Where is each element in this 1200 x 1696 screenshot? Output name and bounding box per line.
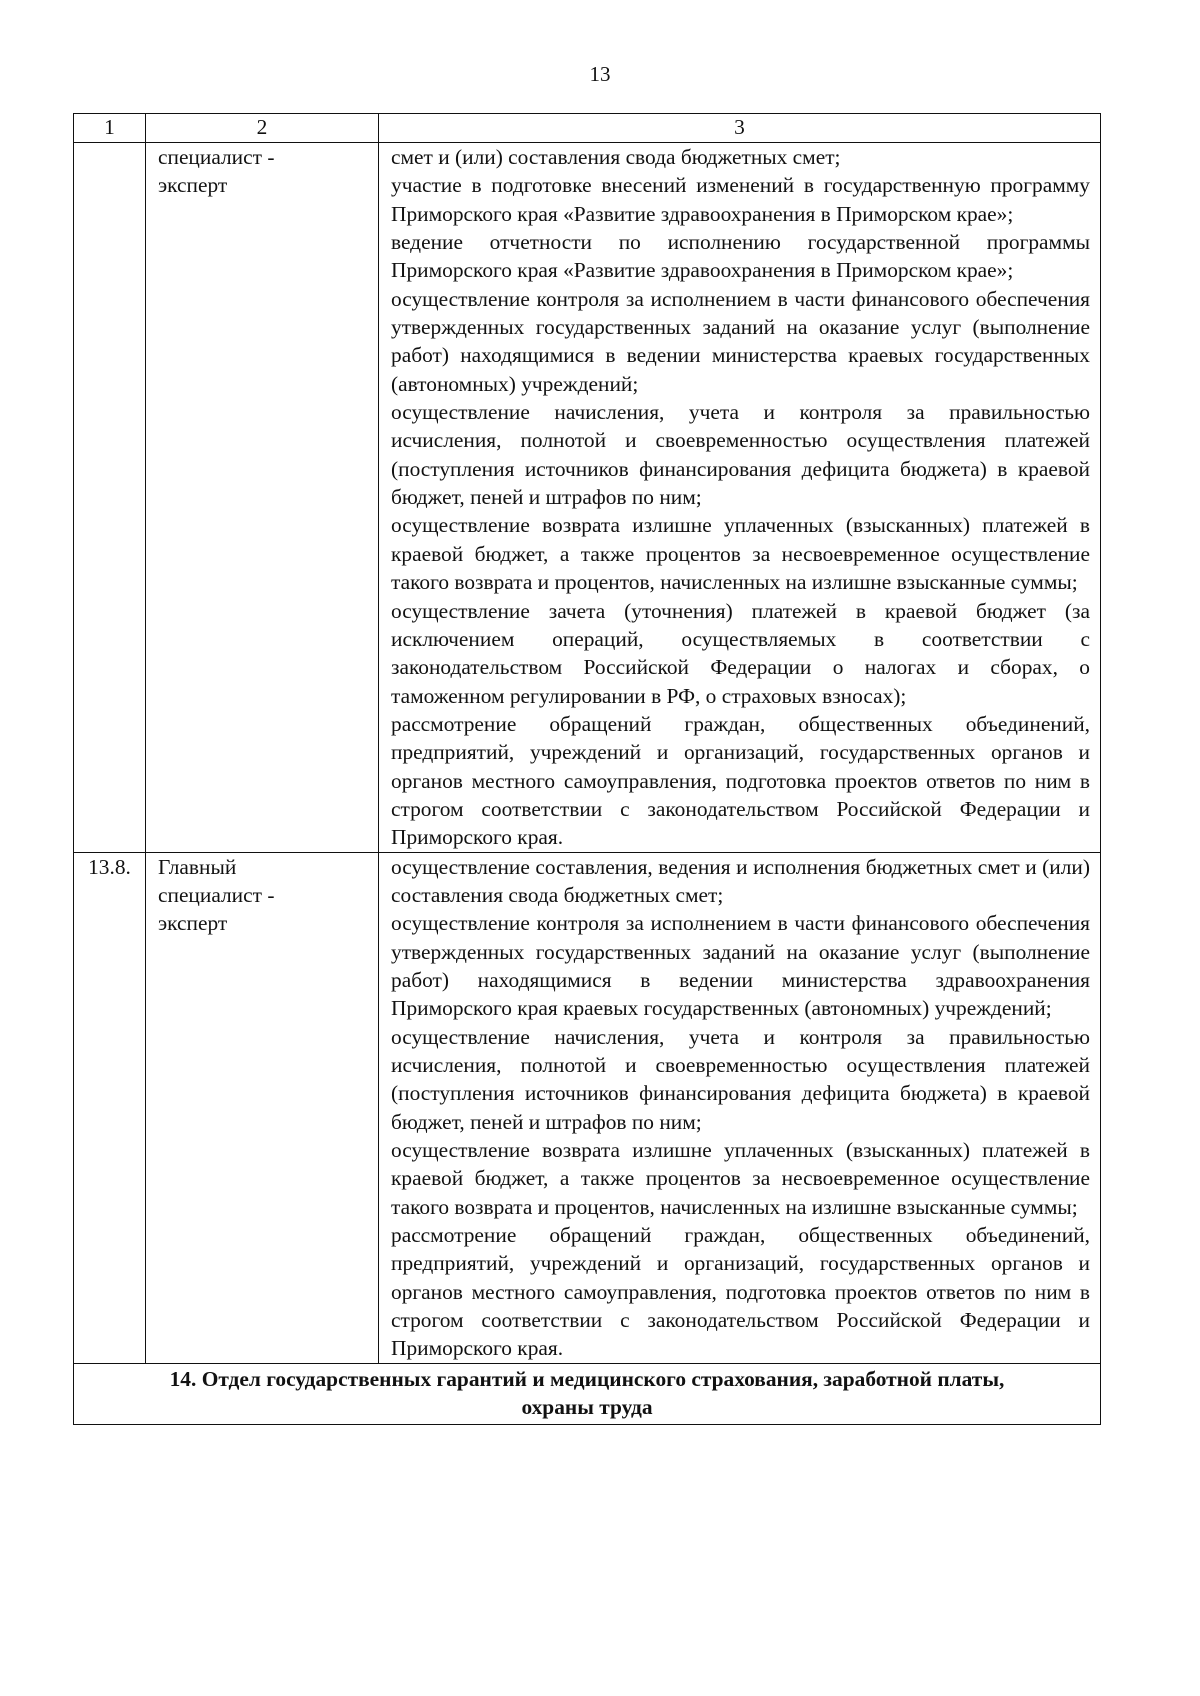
column-header-1: 1 [74,114,146,143]
position-line: эксперт [158,173,228,198]
row-number [74,143,146,853]
column-header-3: 3 [379,114,1101,143]
duty-item: осуществление начисления, учета и контроля за правильностью исчисления, полнотой и своевременностью осуществления платежей (поступления источников финансирования дефицита бюджета) в краевой бюджет, пеней и штрафов по ним; [391,1024,1090,1134]
position-cell [146,852,379,1363]
section-heading-line: 14. Отдел государственных гарантий и медицинского страхования, заработной платы, [169,1366,1005,1391]
duty-item: рассмотрение обращений граждан, общественных объединений, предприятий, учреждений и организаций, государственных органов и органов местного самоуправления, подготовка проектов ответов по ним в строгом соответствии с законодательством Российской Федерации и Приморского края. [391,1223,1090,1361]
duty-item: осуществление контроля за исполнением в части финансового обеспечения утвержденных государственных заданий на оказание услуг (выполнение работ) находящимися в ведении министерства здравоохранения Приморского края краевых государственных (автономных) учреждений; [391,911,1090,1021]
page-number: 13 [589,62,611,86]
section-heading [74,1363,1101,1424]
duty-item: осуществление составления, ведения и исполнения бюджетных смет и (или) составления свода бюджетных смет; [391,854,1090,907]
row-number: 13.8. [74,852,146,1363]
duty-item: осуществление контроля за исполнением в части финансового обеспечения утвержденных государственных заданий на оказание услуг (выполнение работ) находящимися в ведении министерства краевых государственных (автономных) учреждений; [391,286,1090,396]
position-line: специалист - [158,882,275,907]
position-line: эксперт [158,911,228,936]
duties-table [73,113,1101,1425]
section-heading-row [74,1363,1101,1424]
section-heading-line: охраны труда [521,1395,653,1420]
position-cell [146,143,379,853]
duty-item: смет и (или) составления свода бюджетных смет; [391,145,841,169]
duty-item: осуществление возврата излишне уплаченных (взысканных) платежей в краевой бюджет, а также процентов за несвоевременное осуществление такого возврата и процентов, начисленных на излишне взысканные суммы; [391,1138,1090,1219]
duty-item: осуществление возврата излишне уплаченных (взысканных) платежей в краевой бюджет, а также процентов за несвоевременное осуществление такого возврата и процентов, начисленных на излишне взысканные суммы; [391,513,1090,595]
duty-item: осуществление начисления, учета и контроля за правильностью исчисления, полнотой и своевременностью осуществления платежей (поступления источников финансирования дефицита бюджета) в краевой бюджет, пеней и штрафов по ним; [391,400,1090,510]
table-row [74,143,1101,853]
duties-cell [379,852,1101,1363]
position-line: специалист - [158,145,275,169]
duty-item: участие в подготовке внесений изменений в государственную программу Приморского края «Развитие здравоохранения в Приморском крае»; [391,173,1090,226]
table-header-row [74,114,1101,143]
duty-item: ведение отчетности по исполнению государственной программы Приморского края «Развитие здравоохранения в Приморском крае»; [391,230,1090,283]
duty-item: рассмотрение обращений граждан, общественных объединений, предприятий, учреждений и организаций, государственных органов и органов местного самоуправления, подготовка проектов ответов по ним в строгом соответствии с законодательством Российской Федерации и Приморского края. [391,711,1090,850]
column-header-2: 2 [146,114,379,143]
duties-cell [379,143,1101,853]
table-row [74,852,1101,1363]
position-line: Главный [158,854,237,879]
duty-item: осуществление зачета (уточнения) платежей в краевой бюджет (за исключением операций, осуществляемых в соответствии с законодательством Российской Федерации о налогах и сборах, о таможенном регулировании в РФ, о страховых взносах); [391,598,1090,708]
